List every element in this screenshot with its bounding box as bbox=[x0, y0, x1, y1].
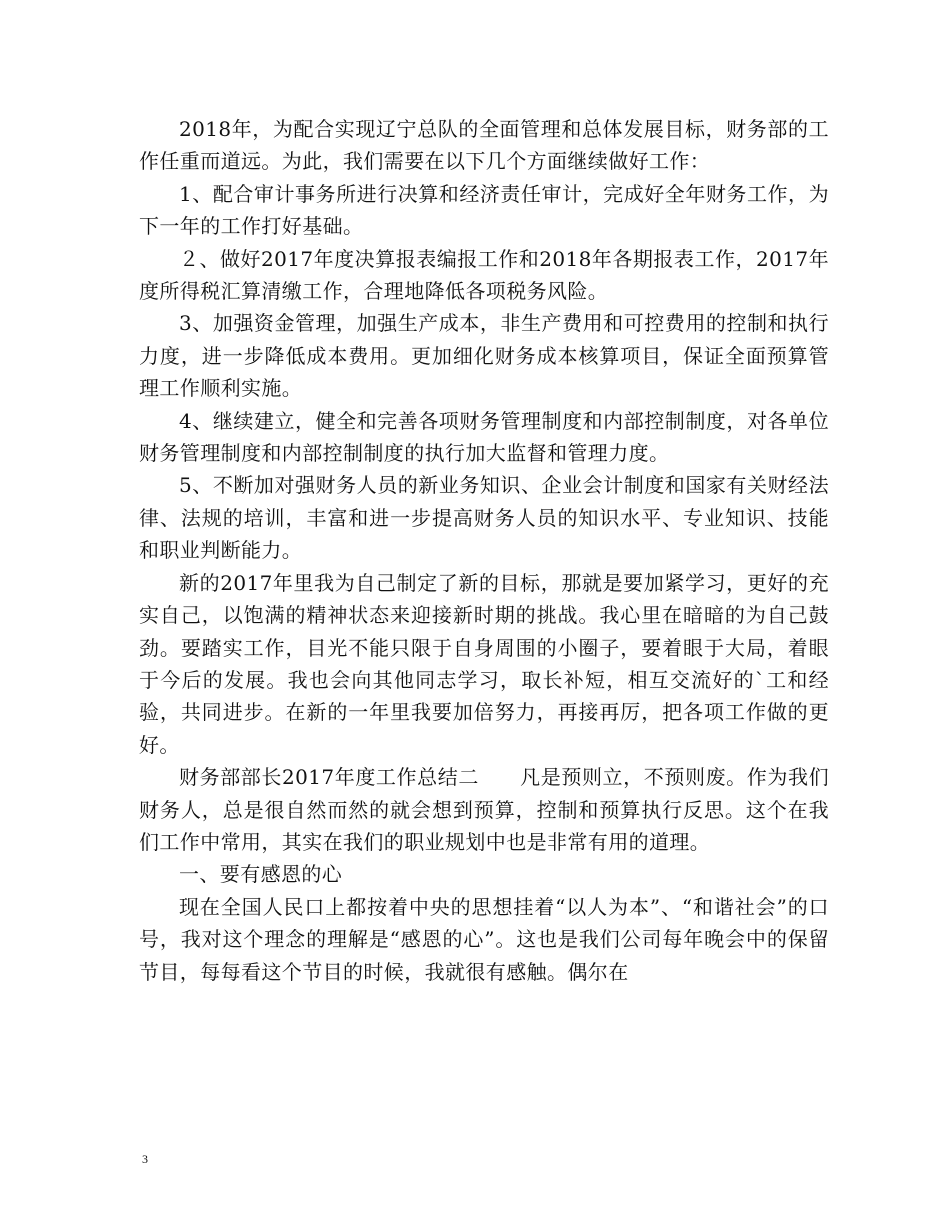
page-number: 3 bbox=[142, 1152, 148, 1166]
document-body bbox=[139, 113, 829, 988]
paragraph-goals-intro: 2018年，为配合实现辽宁总队的全面管理和总体发展目标，财务部的工作任重而道远。为此，我们需要在以下几个方面继续做好工作： bbox=[139, 117, 829, 174]
paragraph-item-5: 5、不断加对强财务人员的新业务知识、企业会计制度和国家有关财经法律、法规的培训，丰富和进一步提高财务人员的知识水平、专业知识、技能和职业判断能力。 bbox=[139, 473, 829, 563]
section-heading-gratitude: 一、要有感恩的心 bbox=[179, 862, 343, 887]
paragraph-new-year-goals: 新的2017年里我为自己制定了新的目标，那就是要加紧学习，更好的充实自己，以饱满的精神状态来迎接新时期的挑战。我心里在暗暗的为自己鼓劲。要踏实工作，目光不能只限于自身周围的小圈子，要着眼于大局，着眼于今后的发展。我也会向其他同志学习，取长补短，相互交流好的`工和经验，共同进步。在新的一年里我要加倍努力，再接再厉，把各项工作做的更好。 bbox=[139, 570, 829, 757]
paragraph-item-2: ２、做好2017年度决算报表编报工作和2018年各期报表工作，2017年度所得税汇算清缴工作，合理地降低各项税务风险。 bbox=[139, 246, 829, 304]
paragraph-item-4: 4、继续建立，健全和完善各项财务管理制度和内部控制制度，对各单位财务管理制度和内部控制制度的执行加大监督和管理力度。 bbox=[139, 408, 829, 466]
paragraph-item-3: 3、加强资金管理，加强生产成本，非生产费用和可控费用的控制和执行力度，进一步降低成本费用。更加细化财务成本核算项目，保证全面预算管理工作顺利实施。 bbox=[139, 311, 829, 401]
paragraph-item-1: 1、配合审计事务所进行决算和经济责任审计，完成好全年财务工作，为下一年的工作打好基础。 bbox=[139, 181, 829, 239]
paragraph-gratitude: 现在全国人民口上都按着中央的思想挂着“以人为本”、“和谐社会”的口号，我对这个理念的理解是“感恩的心”。这也是我们公司每年晚会中的保留节目，每每看这个节目的时候，我就很有感触。偶尔在 bbox=[139, 894, 829, 984]
paragraph-summary-two: 财务部部长2017年度工作总结二 凡是预则立，不预则废。作为我们财务人，总是很自然而然的就会想到预算，控制和预算执行反思。这个在我们工作中常用，其实在我们的职业规划中也是非常有用的道理。 bbox=[139, 765, 829, 854]
